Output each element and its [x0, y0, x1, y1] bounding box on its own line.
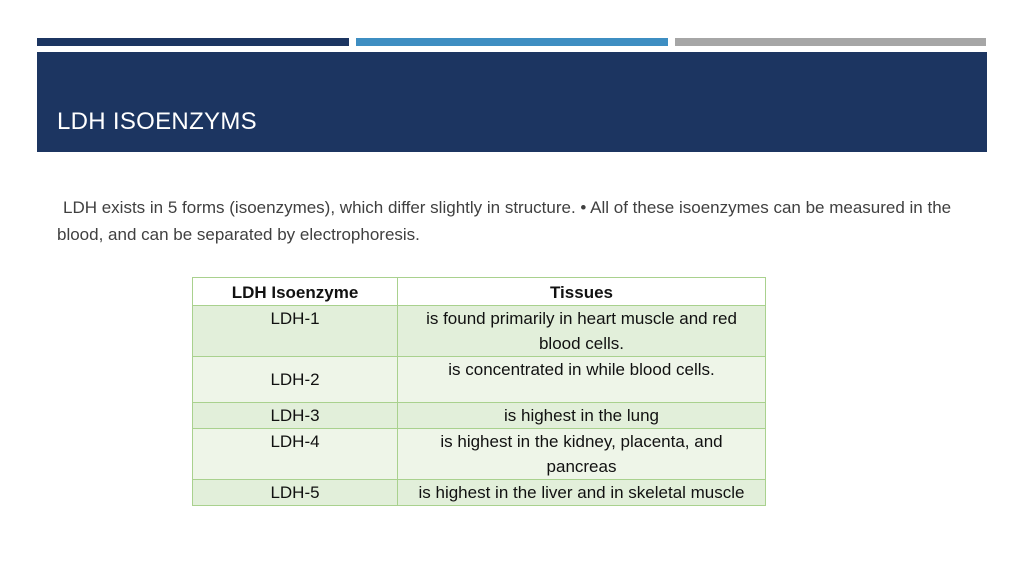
row-isoenzyme: LDH-4: [193, 429, 398, 480]
table-row: [193, 403, 766, 429]
row-isoenzyme: LDH-1: [193, 306, 398, 357]
row-isoenzyme: LDH-3: [193, 403, 398, 429]
row-tissues: is highest in the liver and in skeletal muscle: [398, 480, 766, 506]
table-row: [193, 480, 766, 506]
row-isoenzyme: LDH-5: [193, 480, 398, 506]
row-isoenzyme: LDH-2: [193, 357, 398, 403]
header-isoenzyme: LDH Isoenzyme: [193, 278, 398, 306]
table-row: [193, 357, 766, 403]
body-paragraph: LDH exists in 5 forms (isoenzymes), which differ slightly in structure. • All of these isoenzymes can be measured in the blood, and can be separated by electrophoresis.: [57, 198, 952, 244]
row-tissues: is highest in the kidney, placenta, and pancreas: [398, 429, 766, 480]
accent-stripe-gray: [675, 38, 986, 46]
table-header-row: [193, 278, 766, 306]
table-row: [193, 429, 766, 480]
accent-stripe-blue: [356, 38, 668, 46]
row-tissues: is concentrated in while blood cells.: [398, 357, 766, 403]
isoenzyme-table: [192, 277, 766, 506]
slide-title: LDH ISOENZYMS: [57, 108, 257, 135]
title-banner: [37, 52, 987, 152]
accent-stripe-dark: [37, 38, 349, 46]
row-tissues: is found primarily in heart muscle and red blood cells.: [398, 306, 766, 357]
table-row: [193, 306, 766, 357]
header-tissues: Tissues: [398, 278, 766, 306]
row-tissues: is highest in the lung: [398, 403, 766, 429]
